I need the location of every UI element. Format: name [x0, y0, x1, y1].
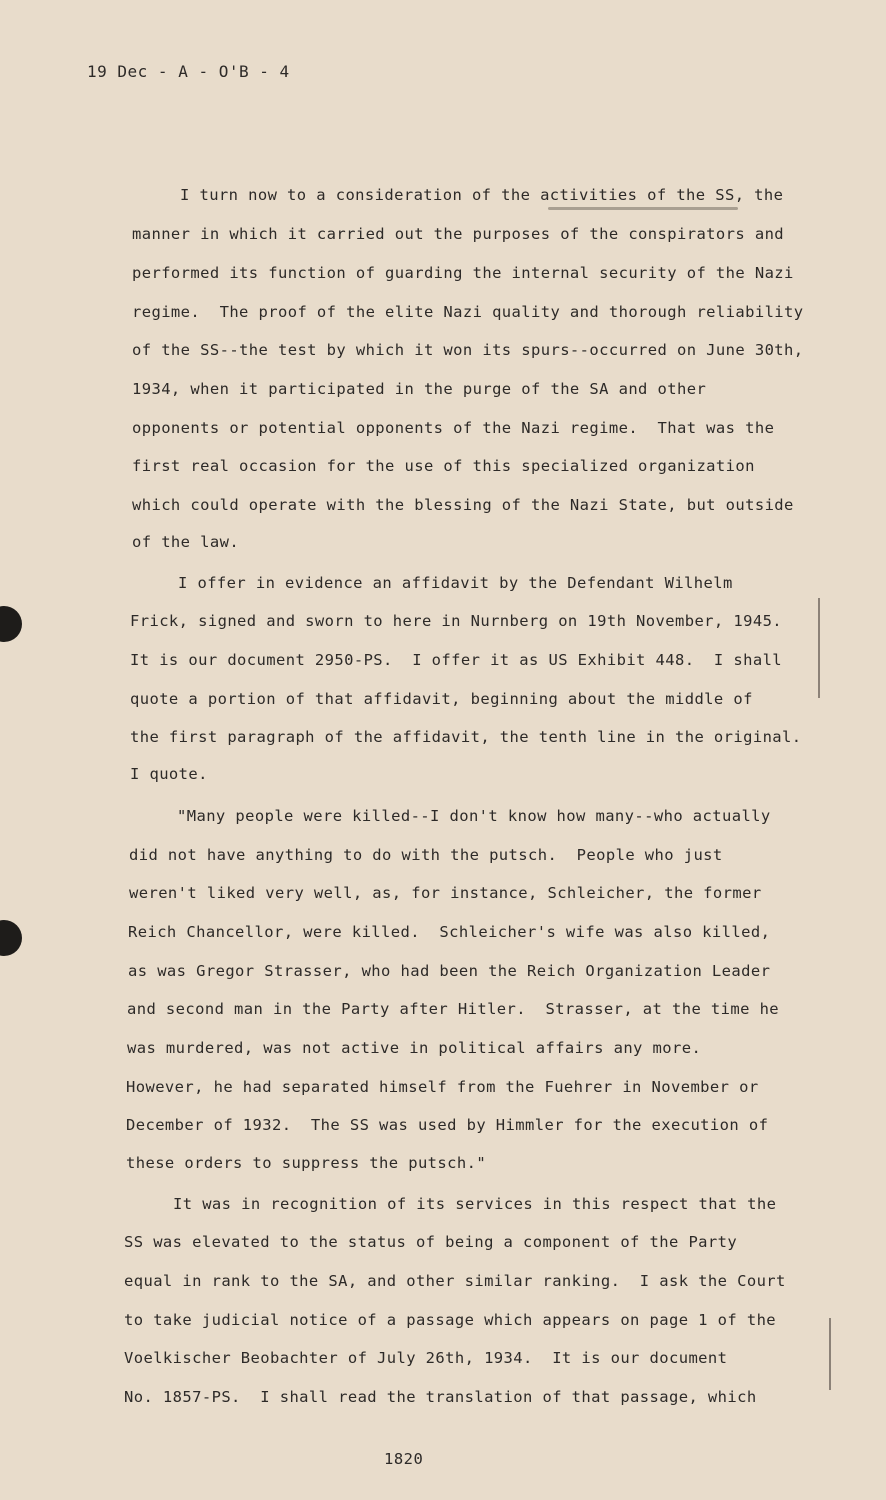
text-line: I turn now to a consideration of the activities of the SS, the	[180, 186, 784, 204]
text-line: weren't liked very well, as, for instance, Schleicher, the former	[129, 884, 762, 902]
text-line: SS was elevated to the status of being a component of the Party	[124, 1233, 738, 1251]
text-line: Reich Chancellor, were killed. Schleicher's wife was also killed,	[128, 923, 771, 941]
text-line: I quote.	[130, 765, 208, 783]
text-line: 1934, when it participated in the purge of the SA and other	[132, 380, 707, 398]
margin-pencil-mark	[829, 1318, 831, 1390]
document-reference: 19 Dec - A - O'B - 4	[87, 62, 290, 81]
text-line: "Many people were killed--I don't know how many--who actually	[177, 807, 771, 825]
text-line: of the SS--the test by which it won its spurs--occurred on June 30th,	[132, 341, 804, 359]
text-line: quote a portion of that affidavit, beginning about the middle of	[130, 690, 753, 708]
punch-hole	[0, 920, 22, 956]
text-line: I offer in evidence an affidavit by the Defendant Wilhelm	[178, 574, 733, 592]
text-line: did not have anything to do with the putsch. People who just	[129, 846, 723, 864]
text-line: the first paragraph of the affidavit, the tenth line in the original.	[130, 728, 802, 746]
text-line: regime. The proof of the elite Nazi quality and thorough reliability	[132, 303, 804, 321]
text-line: No. 1857-PS. I shall read the translation of that passage, which	[124, 1388, 757, 1406]
text-line: as was Gregor Strasser, who had been the Reich Organization Leader	[128, 962, 771, 980]
text-line: which could operate with the blessing of the Nazi State, but outside	[132, 496, 794, 514]
page-number: 1820	[384, 1450, 424, 1468]
text-line: Frick, signed and sworn to here in Nurnberg on 19th November, 1945.	[130, 612, 783, 630]
margin-pencil-mark	[818, 598, 820, 698]
text-line: manner in which it carried out the purposes of the conspirators and	[132, 225, 785, 243]
text-line: However, he had separated himself from the Fuehrer in November or	[126, 1078, 759, 1096]
punch-hole	[0, 606, 22, 642]
text-line: to take judicial notice of a passage which appears on page 1 of the	[124, 1311, 777, 1329]
pencil-underline	[548, 207, 738, 210]
text-line: It was in recognition of its services in this respect that the	[173, 1195, 777, 1213]
text-line: opponents or potential opponents of the Nazi regime. That was the	[132, 419, 775, 437]
text-line: first real occasion for the use of this specialized organization	[132, 457, 755, 475]
text-line: It is our document 2950-PS. I offer it as US Exhibit 448. I shall	[130, 651, 783, 669]
text-line: December of 1932. The SS was used by Himmler for the execution of	[126, 1116, 769, 1134]
text-line: and second man in the Party after Hitler. Strasser, at the time he	[127, 1000, 780, 1018]
text-line: these orders to suppress the putsch."	[126, 1154, 487, 1172]
text-line: performed its function of guarding the internal security of the Nazi	[132, 264, 794, 282]
text-line: Voelkischer Beobachter of July 26th, 1934. It is our document	[124, 1349, 728, 1367]
text-line: was murdered, was not active in political affairs any more.	[127, 1039, 702, 1057]
text-line: of the law.	[132, 533, 240, 551]
text-line: equal in rank to the SA, and other similar ranking. I ask the Court	[124, 1272, 786, 1290]
